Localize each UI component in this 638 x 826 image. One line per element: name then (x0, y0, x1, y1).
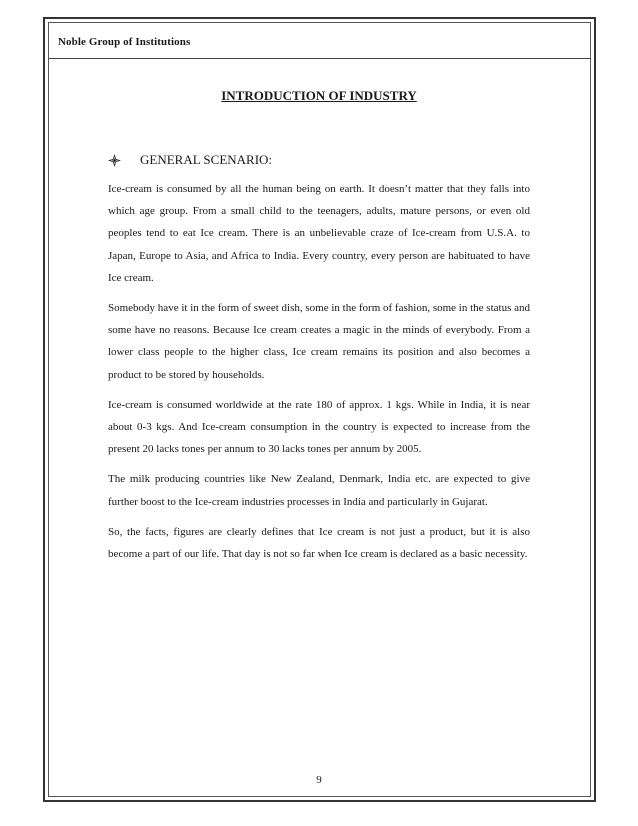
page-title: INTRODUCTION OF INDUSTRY (221, 88, 417, 103)
header-institution: Noble Group of Institutions (58, 36, 191, 48)
paragraph-3: Ice-cream is consumed worldwide at the rate 180 of approx. 1 kgs. While in India, it is near about 0-3 kgs. And Ice-cream consumption in the country is expected to increase from the present 20 lacks tones per annum to 30 lacks tones per annum by 2005. (108, 398, 530, 456)
diamond-bullet-icon (108, 154, 121, 167)
paragraph-2: Somebody have it in the form of sweet dish, some in the form of fashion, some in the status and some have no reasons. Because Ice cream creates a magic in the minds of everybody. From a lower class people to the higher class, Ice cream remains its position and also becomes a product to be stored by households. (108, 302, 530, 381)
paragraph-1: Ice-cream is consumed by all the human being on earth. It doesn’t matter that they falls into which age group. From a small child to the teenagers, adults, mature persons, or even old peoples tend to eat Ice cream. There is an unbelievable craze of Ice-cream from U.S.A. to Japan, Europe to Asia, and Africa to India. Every country, every person are habituated to have Ice cream. (108, 183, 530, 284)
page-number: 9 (316, 774, 322, 786)
header-divider (49, 58, 590, 59)
paragraph-5: So, the facts, figures are clearly defines that Ice cream is not just a product, but it is also become a part of our life. That day is not so far when Ice cream is declared as a basic necessity. (108, 525, 530, 561)
section-heading (108, 152, 272, 168)
section-heading-text: GENERAL SCENARIO: (140, 152, 273, 167)
body-content (108, 178, 530, 573)
paragraph-4: The milk producing countries like New Zealand, Denmark, India etc. are expected to give further boost to the Ice-cream industries processes in India and particularly in Gujarat. (108, 473, 530, 508)
